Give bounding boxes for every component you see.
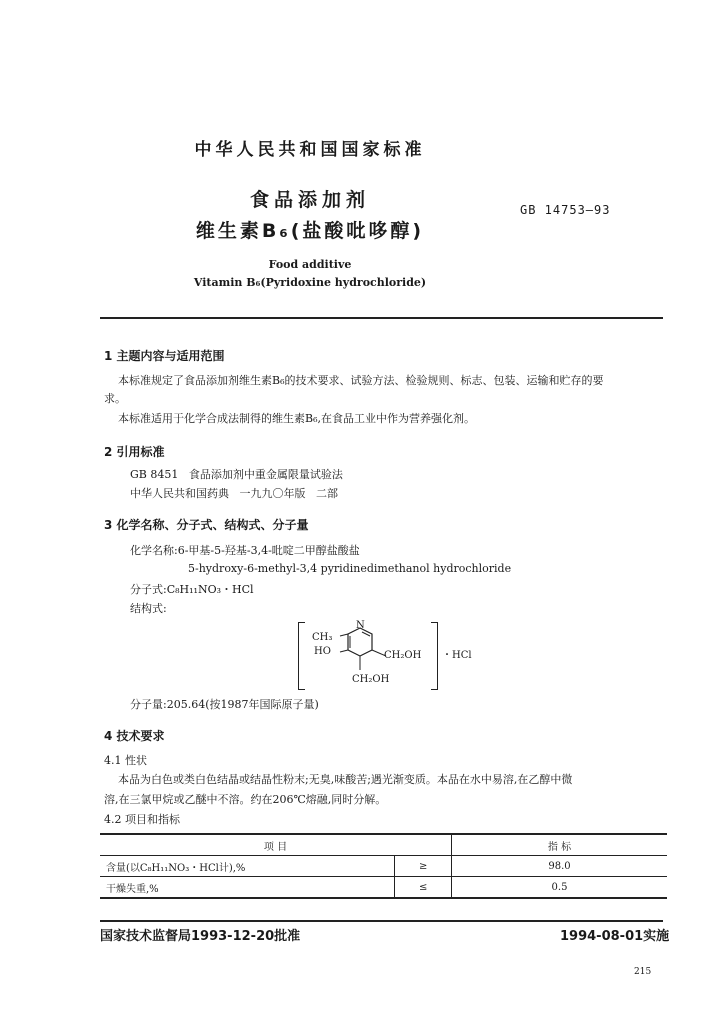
hcl-label: ・HCl bbox=[442, 650, 472, 661]
header-item: 项 目 bbox=[100, 834, 452, 856]
hydroxyl-label: HO bbox=[314, 646, 331, 657]
chemical-name-english: 5-hydroxy-6-methyl-3,4 pyridinedimethanol hydrochloride bbox=[188, 562, 512, 575]
table-row bbox=[100, 877, 667, 899]
specification-table bbox=[100, 833, 667, 899]
english-title-line1: Food additive bbox=[268, 258, 352, 271]
section-4-heading: 4 技术要求 bbox=[104, 729, 165, 743]
section-1-paragraph-1: 本标准规定了食品添加剂维生素B₆的技术要求、试验方法、检验规则、标志、包装、运输和贮存的要 bbox=[118, 374, 604, 387]
row-1-item: 含量(以C₈H₁₁NO₃・HCl计),% bbox=[100, 856, 395, 877]
row-2-operator: ≤ bbox=[395, 877, 452, 899]
hydroxymethyl-right-label: CH₂OH bbox=[384, 650, 422, 661]
reference-2: 中华人民共和国药典 一九九〇年版 二部 bbox=[130, 487, 338, 500]
section-1-paragraph-1-cont: 求。 bbox=[104, 392, 126, 405]
chemical-name: 化学名称:6-甲基-5-羟基-3,4-吡啶二甲醇盐酸盐 bbox=[130, 544, 360, 557]
page-number: 215 bbox=[634, 967, 652, 977]
row-2-value: 0.5 bbox=[452, 877, 667, 899]
nitrogen-label: N bbox=[356, 620, 365, 631]
appearance-paragraph-2: 溶,在三氯甲烷或乙醚中不溶。约在206℃熔融,同时分解。 bbox=[104, 793, 387, 806]
section-3-heading: 3 化学名称、分子式、结构式、分子量 bbox=[104, 518, 309, 532]
appearance-paragraph-1: 本品为白色或类白色结晶或结晶性粉末;无臭,味酸苦;遇光渐变质。本品在水中易溶,在乙醇中微 bbox=[118, 773, 573, 786]
row-1-operator: ≥ bbox=[395, 856, 452, 877]
section-4-2-heading: 4.2 项目和指标 bbox=[104, 813, 180, 826]
document-title-line2: 维生素B₆(盐酸吡哆醇) bbox=[195, 220, 425, 242]
header-value: 指 标 bbox=[452, 834, 667, 856]
section-4-1-heading: 4.1 性状 bbox=[104, 754, 147, 767]
row-2-item: 干燥失重,% bbox=[100, 877, 395, 899]
molecular-formula: 分子式:C₈H₁₁NO₃・HCl bbox=[130, 583, 254, 596]
section-2-heading: 2 引用标准 bbox=[104, 445, 165, 459]
implementation-info: 1994-08-01实施 bbox=[560, 929, 670, 944]
methyl-label: CH₃ bbox=[312, 632, 333, 643]
reference-1: GB 8451 食品添加剂中重金属限量试验法 bbox=[130, 468, 343, 481]
top-divider bbox=[100, 317, 663, 319]
molecular-weight: 分子量:205.64(按1987年国际原子量) bbox=[130, 698, 319, 711]
row-1-value: 98.0 bbox=[452, 856, 667, 877]
bottom-divider bbox=[100, 920, 663, 922]
hydroxymethyl-bottom-label: CH₂OH bbox=[352, 674, 390, 685]
document-title-line1: 食品添加剂 bbox=[249, 189, 370, 211]
standard-code: GB 14753—93 bbox=[520, 203, 611, 217]
structure-label: 结构式: bbox=[130, 602, 167, 615]
standard-category-title: 中华人民共和国国家标准 bbox=[194, 140, 426, 160]
section-1-paragraph-2: 本标准适用于化学合成法制得的维生素B₆,在食品工业中作为营养强化剂。 bbox=[118, 412, 475, 425]
section-1-heading: 1 主题内容与适用范围 bbox=[104, 349, 225, 363]
english-title-line2: Vitamin B₆(Pyridoxine hydrochloride) bbox=[193, 276, 427, 289]
table-header-row bbox=[100, 834, 667, 856]
structural-formula bbox=[298, 622, 438, 688]
approval-info: 国家技术监督局1993-12-20批准 bbox=[100, 929, 301, 944]
table-row bbox=[100, 856, 667, 877]
